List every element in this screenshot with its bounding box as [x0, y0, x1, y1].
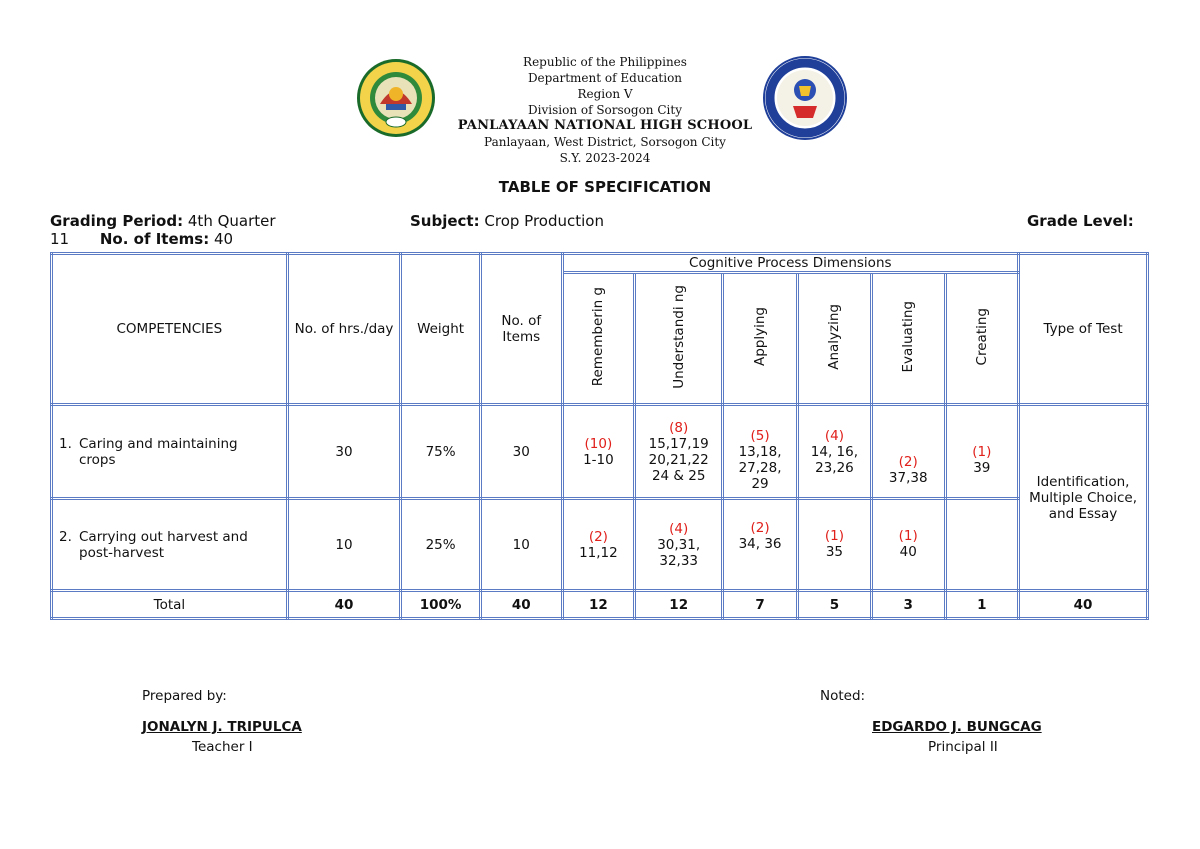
applying-cell [723, 405, 798, 499]
header-creating-text: Creating [973, 307, 990, 366]
header-weight: Weight [401, 254, 481, 405]
header-division: Division of Sorsogon City [528, 103, 682, 117]
type-of-test-text: Identification, Multiple Choice, and Essay [1029, 473, 1137, 522]
competency-cell [52, 499, 288, 591]
weight-cell: 75% [401, 405, 481, 499]
analyzing-count: (4) [824, 428, 844, 444]
hours-cell: 10 [287, 499, 400, 591]
creating-cell [945, 405, 1019, 499]
header-region: Region V [577, 87, 633, 101]
specification-table [50, 252, 1149, 620]
competency-text: Carrying out harvest and post-harvest [79, 528, 248, 561]
noted-name-text: EDGARDO J. BUNGCAG [872, 719, 1042, 735]
creating-cell [945, 499, 1019, 591]
items-label: No. of Items: [99, 230, 210, 248]
subject-value: Crop Production [484, 212, 604, 230]
applying-items: 13,18, 27,28, 29 [738, 444, 782, 492]
understanding-count: (8) [669, 419, 689, 436]
header-understanding [635, 273, 723, 405]
remembering-cell [562, 405, 635, 499]
evaluating-items: 37,38 [888, 470, 928, 486]
prepared-name-text: JONALYN J. TRIPULCA [142, 719, 302, 735]
prepared-by-label: Prepared by: [142, 688, 227, 704]
total-items: 40 [480, 591, 562, 619]
grading-period [50, 213, 276, 229]
total-weight: 100% [401, 591, 481, 619]
subject [410, 213, 604, 229]
grade-level [1027, 213, 1134, 229]
analyzing-cell [797, 405, 871, 499]
understanding-cell [635, 405, 723, 499]
page-title: TABLE OF SPECIFICATION [498, 178, 712, 196]
total-hours: 40 [287, 591, 400, 619]
header-understanding-text: Understandi ng [670, 284, 687, 389]
total-remembering: 12 [562, 591, 635, 619]
evaluating-cell [871, 499, 945, 591]
hours-cell: 30 [287, 405, 400, 499]
header-competencies: COMPETENCIES [52, 254, 288, 405]
total-type: 40 [1019, 591, 1148, 619]
grade-level-label: Grade Level: [1027, 212, 1134, 230]
weight-cell: 25% [401, 499, 481, 591]
competency-number: 1. [59, 435, 72, 452]
items-cell: 10 [480, 499, 562, 591]
header-applying-text: Applying [752, 307, 769, 366]
grading-period-value: 4th Quarter [187, 212, 276, 230]
evaluating-cell [871, 405, 945, 499]
total-creating: 1 [945, 591, 1019, 619]
header-department: Department of Education [527, 71, 683, 85]
analyzing-cell [797, 499, 871, 591]
competency-number: 2. [59, 528, 72, 545]
evaluating-count: (1) [898, 528, 918, 544]
grade-level-value: 11 [50, 230, 70, 248]
document-header [380, 54, 830, 166]
header-hours: No. of hrs./day [287, 254, 400, 405]
creating-items: 39 [973, 460, 991, 476]
header-evaluating-text: Evaluating [900, 300, 917, 373]
competency-cell [52, 405, 288, 499]
competency-text: Caring and maintaining crops [79, 435, 238, 468]
grading-period-label: Grading Period: [50, 212, 184, 230]
grade-level-value-line [50, 231, 233, 247]
header-creating [945, 273, 1019, 405]
noted-name [872, 718, 1042, 736]
type-of-test-cell [1019, 405, 1148, 591]
total-evaluating: 3 [871, 591, 945, 619]
understanding-count: (4) [669, 520, 689, 537]
analyzing-count: (1) [824, 528, 844, 544]
prepared-by-name [142, 718, 302, 736]
table-row [52, 499, 1148, 591]
total-label: Total [52, 591, 288, 619]
remembering-cell [562, 499, 635, 591]
understanding-items: 15,17,19 20,21,22 24 & 25 [648, 435, 709, 484]
total-row [52, 591, 1148, 619]
items-cell: 30 [480, 405, 562, 499]
header-remembering-text: Rememberin g [590, 286, 607, 387]
analyzing-items: 35 [825, 544, 844, 560]
evaluating-count: (2) [898, 454, 918, 470]
header-cognitive: Cognitive Process Dimensions [562, 254, 1019, 273]
header-school-year: S.Y. 2023-2024 [559, 151, 651, 165]
header-remembering [562, 273, 635, 405]
evaluating-items: 40 [899, 544, 917, 560]
header-items: No. of Items [480, 254, 562, 405]
header-applying [723, 273, 798, 405]
total-understanding: 12 [635, 591, 723, 619]
understanding-cell [635, 499, 723, 591]
table-row [52, 405, 1148, 499]
applying-cell [723, 499, 798, 591]
noted-title: Principal II [928, 739, 998, 755]
header-republic: Republic of the Philippines [523, 55, 687, 69]
total-applying: 7 [723, 591, 798, 619]
remembering-items: 1-10 [583, 451, 614, 468]
header-type-of-test: Type of Test [1019, 254, 1148, 405]
applying-items: 34, 36 [738, 536, 782, 552]
analyzing-items: 14, 16, 23,26 [810, 444, 859, 476]
applying-count: (2) [750, 520, 770, 536]
header-analyzing [797, 273, 871, 405]
prepared-by-title: Teacher I [192, 739, 253, 755]
header-evaluating [871, 273, 945, 405]
header-address: Panlayaan, West District, Sorsogon City [484, 135, 726, 149]
total-analyzing: 5 [797, 591, 871, 619]
remembering-count: (10) [584, 435, 613, 452]
remembering-count: (2) [588, 528, 608, 545]
header-school-name: PANLAYAAN NATIONAL HIGH SCHOOL [457, 118, 753, 133]
creating-count: (1) [972, 444, 992, 460]
applying-count: (5) [750, 428, 770, 444]
header-analyzing-text: Analyzing [826, 303, 843, 370]
understanding-items: 30,31, 32,33 [657, 536, 701, 569]
subject-label: Subject: [410, 212, 480, 230]
items-value: 40 [213, 230, 234, 248]
noted-label: Noted: [820, 688, 866, 704]
remembering-items: 11,12 [579, 544, 618, 561]
